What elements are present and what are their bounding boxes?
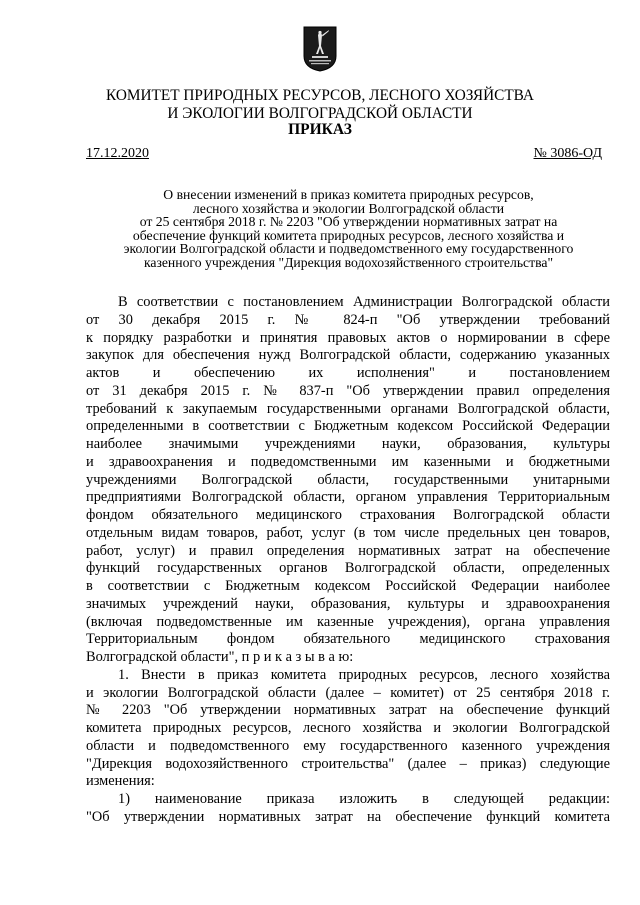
subject-line: экологии Волгоградской области и подведомственного ему государственного: [123, 241, 574, 257]
body-line: отдельным видам товаров, работ, услуг (в том числе предельных цен товаров,: [86, 524, 610, 541]
order-number: № 3086-ОД: [533, 146, 602, 161]
body-line: 1) наименование приказа изложить в следующей редакции:: [118, 791, 610, 807]
body-line: актов и обеспечению их исполнения" и постановлением: [86, 365, 610, 381]
body-line: (включая подведомственные им казенные учреждения), органа управления: [86, 613, 610, 630]
body-line: предприятиями Волгоградской области, органом управления Территориальным: [86, 489, 610, 506]
body-line: "Дирекция водохозяйственного строительства" (далее – приказ) следующие: [86, 755, 610, 772]
body-line: Территориальным фондом обязательного медицинского страхования: [86, 631, 610, 648]
body-line: наиболее значимыми учреждениями науки, образования, культуры: [86, 436, 610, 452]
body-line: учреждениями Волгоградской области, государственными унитарными: [86, 471, 610, 488]
body-line: закупок для обеспечения нужд Волгоградской области, содержанию указанных: [86, 347, 610, 364]
subject-line: казенного учреждения "Дирекция водохозяйственного строительства": [143, 254, 554, 270]
body-line: от 31 декабря 2015 г. № 837-п "Об утверждении правил определения: [86, 382, 610, 399]
committee-name-line-2: И ЭКОЛОГИИ ВОЛГОГРАДСКОЙ ОБЛАСТИ: [167, 105, 473, 122]
body-line: фондом обязательного медицинского страхования Волгоградской области: [86, 507, 610, 523]
body-line: 1. Внести в приказ комитета природных ресурсов, лесного хозяйства: [118, 666, 610, 683]
body-line: от 30 декабря 2015 г. № 824-п "Об утверждении требований: [86, 311, 610, 328]
body-line: и здравоохранения и подведомственными им казенными и бюджетными: [86, 453, 610, 470]
body-line: изменения:: [86, 773, 155, 790]
body-line: определенными в соответствии с Бюджетным кодексом Российской Федерации: [86, 418, 610, 435]
body-line: комитета природных ресурсов, лесного хозяйства и экологии Волгоградской: [86, 720, 610, 736]
committee-name-line-1: КОМИТЕТ ПРИРОДНЫХ РЕСУРСОВ, ЛЕСНОГО ХОЗЯЙСТВА: [106, 87, 534, 104]
document-type-title: ПРИКАЗ: [288, 121, 352, 138]
body-line: № 2203 "Об утверждении нормативных затрат на обеспечение функций: [86, 702, 610, 719]
coat-of-arms-icon: [303, 26, 337, 72]
body-line: значимых учреждений науки, образования, культуры и здравоохранения: [86, 595, 610, 612]
order-body: [86, 294, 610, 827]
body-line: В соответствии с постановлением Администрации Волгоградской области: [118, 294, 610, 310]
subject-line: обеспечение функций комитета природных ресурсов, лесного хозяйства и: [132, 227, 565, 243]
subject-line: О внесении изменений в приказ комитета природных ресурсов,: [163, 187, 534, 202]
subject-line: от 25 сентября 2018 г. № 2203 "Об утверждении нормативных затрат на: [139, 214, 558, 230]
body-line: требований к закупаемым государственными органами Волгоградской области,: [86, 400, 610, 417]
body-line: "Об утверждении нормативных затрат на обеспечение функций комитета: [86, 808, 610, 825]
order-date: 17.12.2020: [86, 146, 149, 161]
subject-line: лесного хозяйства и экологии Волгоградской области: [192, 200, 505, 216]
body-line: и экологии Волгоградской области (далее – комитет) от 25 сентября 2018 г.: [86, 684, 610, 701]
body-line: в соответствии с Бюджетным кодексом Российской Федерации наиболее: [86, 578, 610, 594]
body-line: к порядку разработки и принятия правовых актов о нормировании в сфере: [86, 329, 610, 346]
body-line: Волгоградской области", п р и к а з ы в а ю:: [86, 649, 354, 665]
body-line: области и подведомственного ему государственного казенного учреждения: [86, 737, 610, 754]
body-line: работ, услуг) и правил определения нормативных затрат на обеспечение: [86, 542, 610, 559]
body-line: функций государственных органов Волгоградской области, определенных: [86, 560, 610, 577]
order-subject: [86, 188, 611, 270]
